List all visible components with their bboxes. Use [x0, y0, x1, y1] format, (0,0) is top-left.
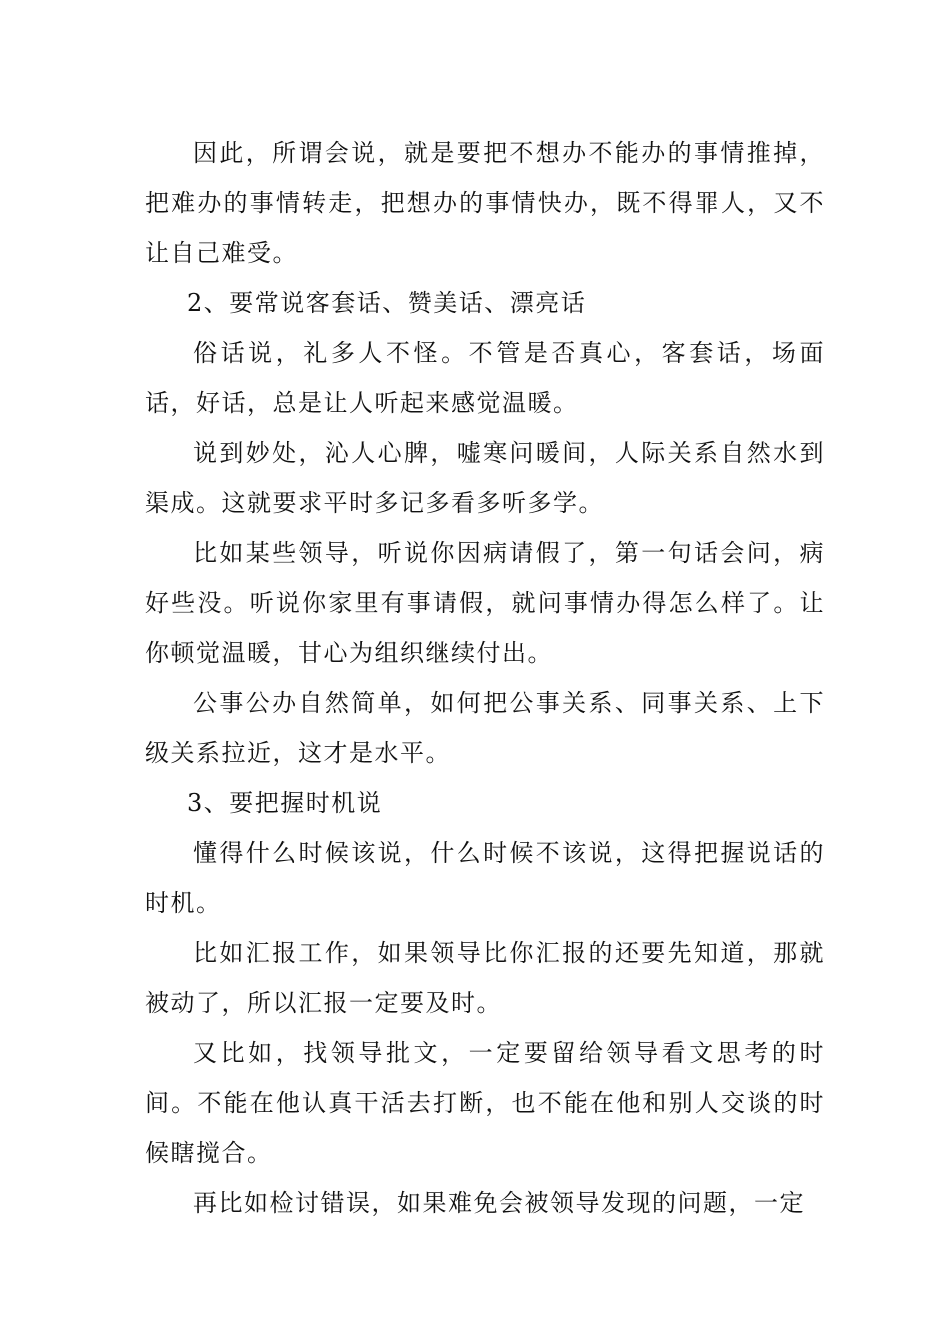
- paragraph: 再比如检讨错误，如果难免会被领导发现的问题，一定: [193, 1189, 805, 1217]
- section-heading: 2、要常说客套话、赞美话、漂亮话: [187, 289, 587, 317]
- paragraph: 公事公办自然简单，如何把公事关系、同事关系、上下级关系拉近，这才是水平。: [145, 689, 825, 767]
- section-heading: 3、要把握时机说: [187, 789, 383, 817]
- paragraph: 又比如，找领导批文，一定要留给领导看文思考的时间。不能在他认真干活去打断，也不能在他和别人交谈的时候瞎搅合。: [145, 1039, 825, 1167]
- paragraph: 说到妙处，沁人心脾，嘘寒问暖间，人际关系自然水到渠成。这就要求平时多记多看多听多学。: [145, 439, 825, 517]
- paragraph: 因此，所谓会说，就是要把不想办不能办的事情推掉，把难办的事情转走，把想办的事情快办，既不得罪人，又不让自己难受。: [145, 139, 825, 267]
- paragraph: 懂得什么时候该说，什么时候不该说，这得把握说话的时机。: [145, 839, 825, 917]
- paragraph: 比如汇报工作，如果领导比你汇报的还要先知道，那就被动了，所以汇报一定要及时。: [145, 939, 825, 1017]
- paragraph: 俗话说，礼多人不怪。不管是否真心，客套话，场面话，好话，总是让人听起来感觉温暖。: [145, 339, 825, 417]
- paragraph: 比如某些领导，听说你因病请假了，第一句话会问，病好些没。听说你家里有事请假，就问事情办得怎么样了。让你顿觉温暖，甘心为组织继续付出。: [145, 539, 825, 667]
- document-body: [145, 128, 825, 1228]
